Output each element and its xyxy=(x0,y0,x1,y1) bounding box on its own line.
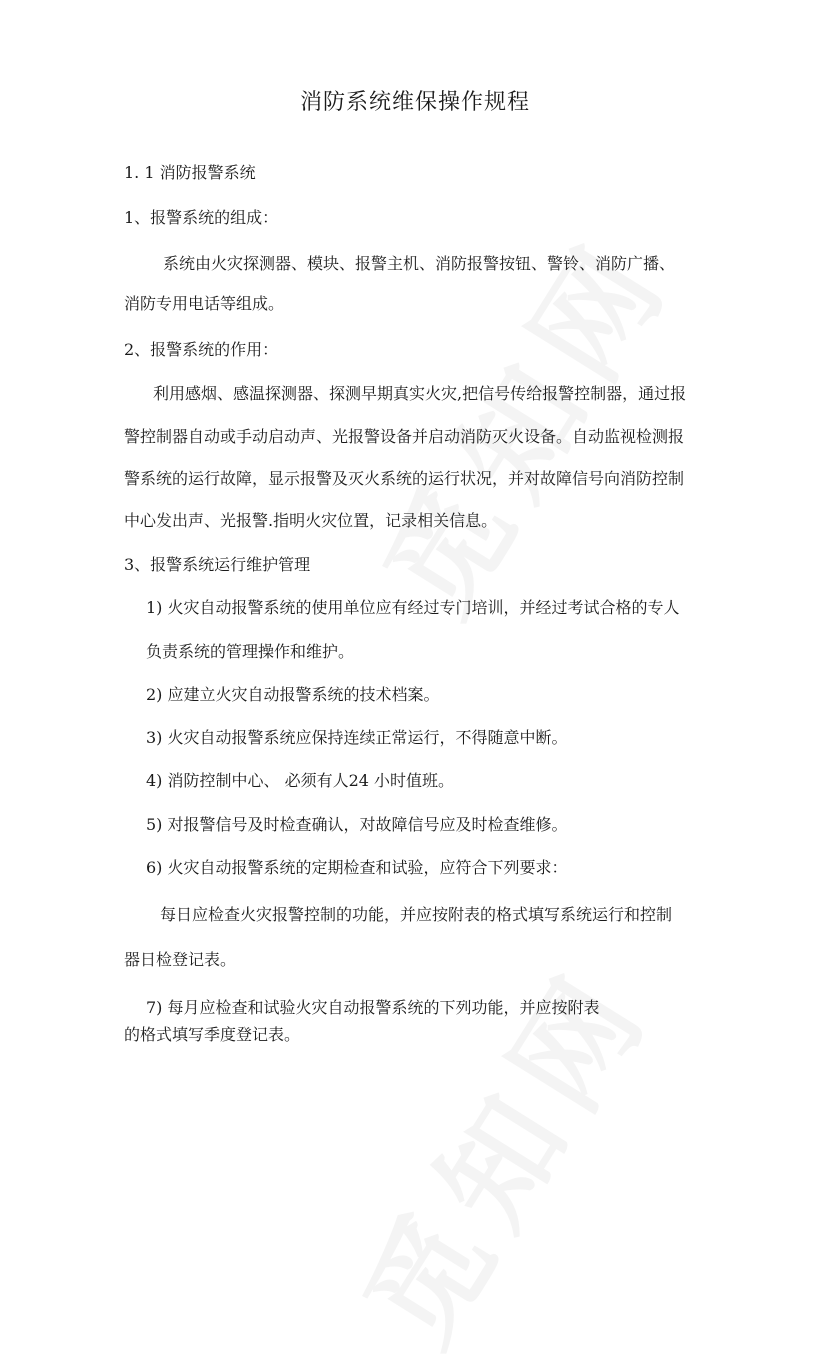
sub-item-3: 3) 火灾自动报警系统应保持连续正常运行，不得随意中断。 xyxy=(146,728,568,747)
item1-body-line2: 消防专用电话等组成。 xyxy=(124,294,285,313)
item2-body-line4: 中心发出声、光报警.指明火灾位置，记录相关信息。 xyxy=(124,511,498,530)
item1-heading: 1、报警系统的组成： xyxy=(124,208,279,227)
sub-item-1-line2: 负责系统的管理操作和维护。 xyxy=(146,642,355,661)
item2-body-line1: 利用感烟、感温探测器、探测早期真实火灾,把信号传给报警控制器，通过报 xyxy=(153,384,687,403)
item1-body-line1: 系统由火灾探测器、模块、报警主机、消防报警按钮、警铃、消防广播、 xyxy=(163,254,676,273)
sub-item-7-line1: 7) 每月应检查和试验火灾自动报警系统的下列功能，并应按附表 xyxy=(146,998,600,1017)
daily-check-line1: 每日应检查火灾报警控制的功能，并应按附表的格式填写系统运行和控制 xyxy=(160,905,673,924)
daily-check-line2: 器日检登记表。 xyxy=(124,950,237,969)
sub-item-7-line2: 的格式填写季度登记表。 xyxy=(124,1025,301,1044)
sub-item-6: 6) 火灾自动报警系统的定期检查和试验，应符合下列要求： xyxy=(146,858,568,877)
sub-item-2: 2) 应建立火灾自动报警系统的技术档案。 xyxy=(146,685,440,704)
sub-item-1-line1: 1) 火灾自动报警系统的使用单位应有经过专门培训，并经过考试合格的专人 xyxy=(146,598,680,617)
watermark-bottom xyxy=(317,929,682,1371)
sub-item-5: 5) 对报警信号及时检查确认，对故障信号应及时检查维修。 xyxy=(146,815,568,834)
section-heading: 1. 1 消防报警系统 xyxy=(124,163,256,182)
item2-heading: 2、报警系统的作用： xyxy=(124,340,279,359)
item2-body-line2: 警控制器自动或手动启动声、光报警设备并启动消防灭火设备。自动监视检测报 xyxy=(124,427,685,446)
item3-heading: 3、报警系统运行维护管理 xyxy=(124,555,311,574)
document-title: 消防系统维保操作规程 xyxy=(299,90,530,115)
item2-body-line3: 警系统的运行故障，显示报警及灭火系统的运行状况，并对故障信号向消防控制 xyxy=(124,469,685,488)
sub-item-4: 4) 消防控制中心、 必须有人24 小时值班。 xyxy=(146,771,455,790)
